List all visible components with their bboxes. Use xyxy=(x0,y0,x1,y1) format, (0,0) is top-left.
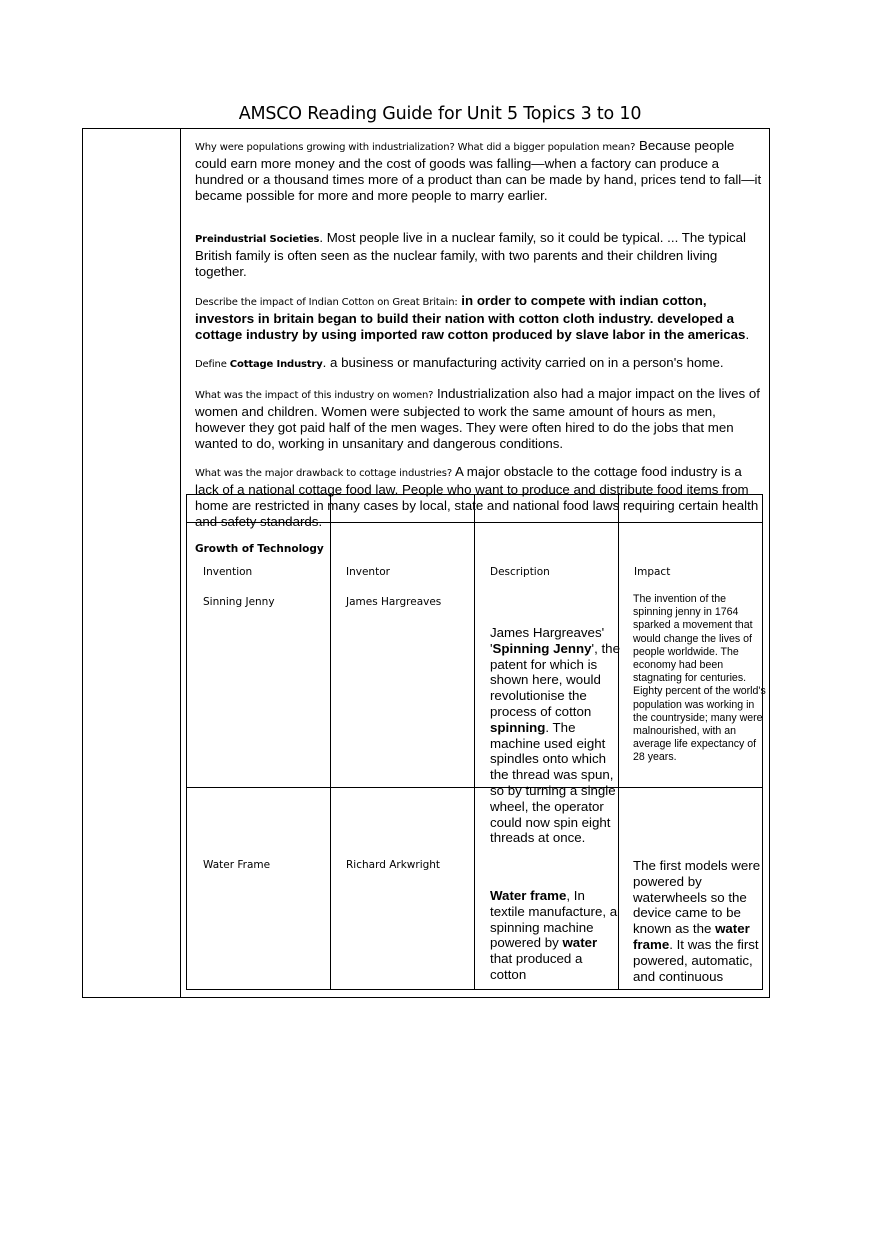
question: Cottage Industry xyxy=(229,359,323,370)
answer: . a business or manufacturing activity carried on in a person's home. xyxy=(322,355,724,370)
page-title: AMSCO Reading Guide for Unit 5 Topics 3 to 10 xyxy=(238,104,642,124)
desc-text: ', the patent for which is shown here, would revolutionise the process of cotton xyxy=(490,640,620,719)
answer: Because people could earn more money and the cost of goods was falling—when a factory can produce a hundred or a thousand times more of a product than can be made by hand, prices tend to fall—it became possible for more and more people to marry earlier. xyxy=(195,138,762,203)
answer: Industrialization also had a major impact on the lives of women and children. Women were subjected to work the same amount of hours as men, however they got paid half of the men wages. They were often hired to do the jobs that men wanted to do, working in unsanitary and dangerous conditions. xyxy=(195,386,760,451)
table-column-line xyxy=(330,494,331,990)
answer-end: . xyxy=(745,327,750,342)
row2-inventor: Richard Arkwright xyxy=(346,859,441,871)
desc-bold: water xyxy=(562,935,598,951)
qa-population xyxy=(195,138,767,204)
answer: . Most people live in a nuclear family, so it could be typical. ... The typical British family is often seen as the nuclear family, with two parents and their children living together. xyxy=(195,230,747,279)
question: Describe the impact of Indian Cotton on Great Britain: xyxy=(195,297,458,308)
desc-text: . The machine used eight spindles onto which the thread was spun, so by turning a single wheel, the operator could now spin eight threads at once. xyxy=(490,719,616,846)
question-prefix: Define xyxy=(195,359,230,370)
qa-drawback xyxy=(195,464,767,530)
header-description: Description xyxy=(490,566,550,578)
row2-description xyxy=(490,888,622,983)
row2-impact xyxy=(633,858,766,984)
impact-text: . It was the first powered, automatic, and continuous xyxy=(633,936,759,984)
desc-bold: Water frame xyxy=(490,888,567,903)
question: What was the major drawback to cottage industries? xyxy=(195,468,452,479)
question: Preindustrial Societies xyxy=(195,234,320,245)
row1-impact: The invention of the spinning jenny in 1764 sparked a movement that would change the lives of people worldwide. The economy had been stagnating for centuries. Eighty percent of the world's population was working in the countryside; many were malnourished, with an average life expectancy of 28 years. xyxy=(633,593,766,764)
table-border-left xyxy=(186,494,187,990)
answer: in order to compete with indian cotton, investors in britain began to build their nation with cotton cloth industry. developed a cottage industry by using imported raw cotton produced by slave labor in the americas xyxy=(195,293,746,342)
question: What was the impact of this industry on women? xyxy=(195,390,434,401)
desc-bold: Spinning Jenny xyxy=(492,640,592,656)
impact-text: The first models were powered by waterwheels so the device came to be known as the xyxy=(633,858,761,937)
row2-invention: Water Frame xyxy=(203,859,271,871)
header-inventor: Inventor xyxy=(346,566,390,578)
desc-text: James Hargreaves' ' xyxy=(490,625,605,656)
qa-indian-cotton xyxy=(195,293,767,343)
table-caption: Growth of Technology xyxy=(195,543,324,555)
impact-bold: water frame xyxy=(633,921,750,952)
answer: A major obstacle to the cottage food industry is a lack of a national cottage food law. People who want to produce and distribute food items from home are restricted in many cases by local, state and national food laws requiring certain health and safety standards. xyxy=(195,464,759,529)
qa-cottage-industry xyxy=(195,355,767,373)
header-invention: Invention xyxy=(203,566,253,578)
row1-inventor: James Hargreaves xyxy=(346,596,442,608)
header-impact: Impact xyxy=(634,566,671,578)
table-column-line xyxy=(474,494,475,990)
desc-bold: spinning xyxy=(490,719,546,735)
desc-text: that produced a cotton xyxy=(490,951,583,982)
qa-preindustrial xyxy=(195,230,767,280)
left-column-divider xyxy=(180,129,181,997)
row1-invention: Sinning Jenny xyxy=(203,596,275,608)
desc-text: , In textile manufacture, a spinning machine powered by xyxy=(490,888,618,951)
qa-women xyxy=(195,386,767,452)
row1-description xyxy=(490,625,622,846)
question: Why were populations growing with industrialization? What did a bigger population mean? xyxy=(195,142,636,153)
